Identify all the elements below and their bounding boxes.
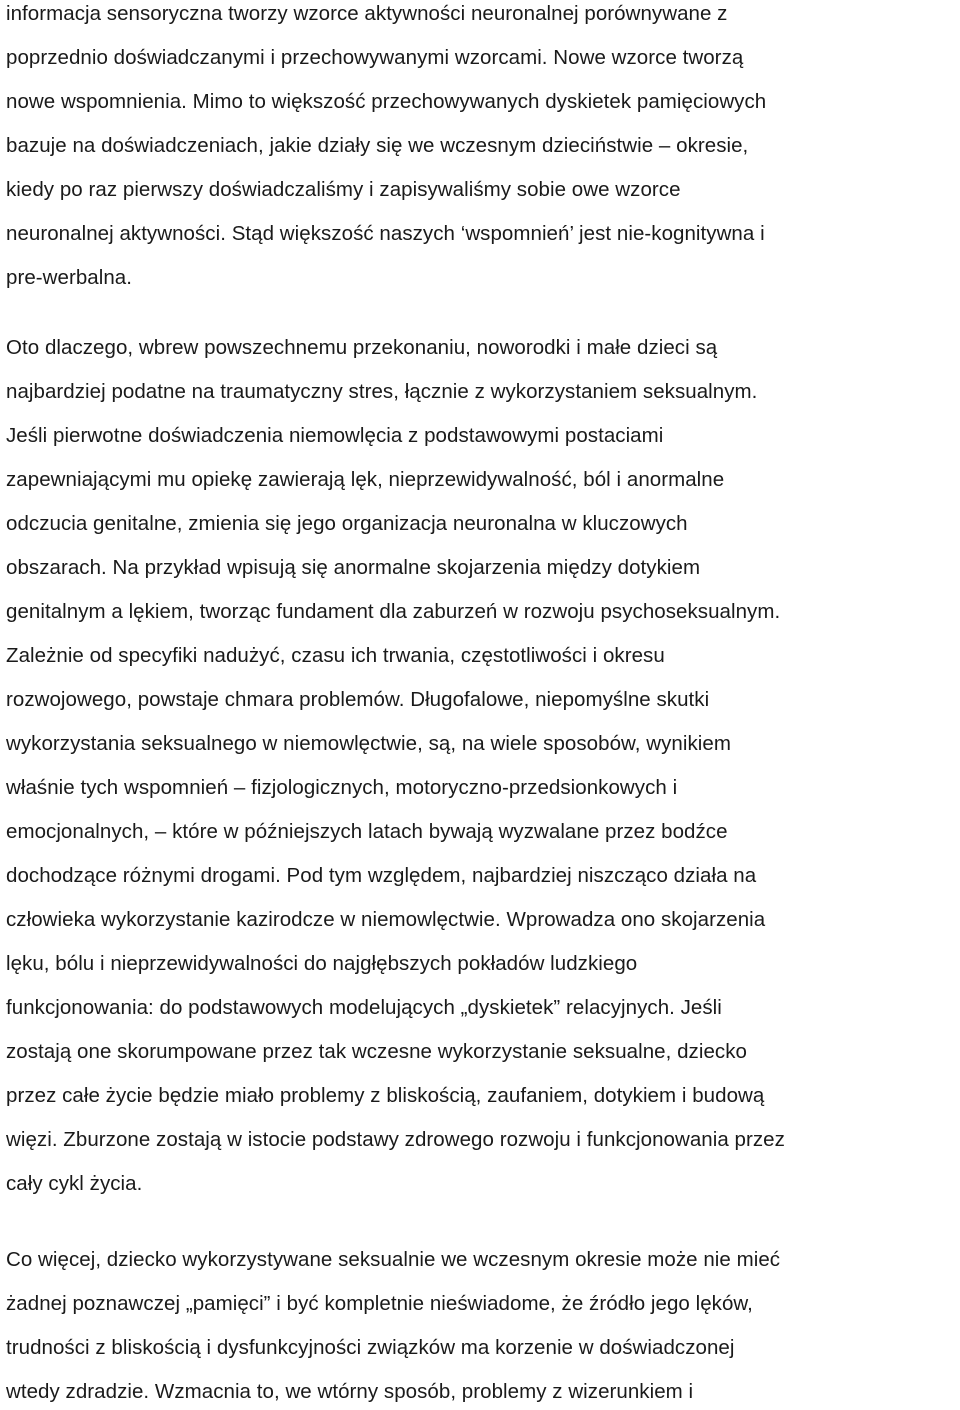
text-line: wykorzystania seksualnego w niemowlęctwie, są, na wiele sposobów, wynikiem bbox=[6, 732, 731, 755]
text-line: neuronalnej aktywności. Stąd większość naszych ‘wspomnień’ jest nie-kognitywna i bbox=[6, 222, 765, 245]
text-line: cały cykl życia. bbox=[6, 1172, 143, 1195]
text-line: żadnej poznawczej „pamięci” i być kompletnie nieświadome, że źródło jego lęków, bbox=[6, 1292, 753, 1315]
text-line: informacja sensoryczna tworzy wzorce aktywności neuronalnej porównywane z bbox=[6, 2, 728, 25]
text-line: więzi. Zburzone zostają w istocie podstawy zdrowego rozwoju i funkcjonowania przez bbox=[6, 1128, 785, 1151]
paragraph-2 bbox=[0, 326, 960, 1206]
text-line: przez całe życie będzie miało problemy z bliskością, zaufaniem, dotykiem i budową bbox=[6, 1084, 765, 1107]
text-line: trudności z bliskością i dysfunkcyjności związków ma korzenie w doświadczonej bbox=[6, 1336, 735, 1359]
text-line: dochodzące różnymi drogami. Pod tym względem, najbardziej niszcząco działa na bbox=[6, 864, 757, 887]
text-line: człowieka wykorzystanie kazirodcze w niemowlęctwie. Wprowadza ono skojarzenia bbox=[6, 908, 766, 931]
text-line: emocjonalnych, – które w późniejszych latach bywają wyzwalane przez bodźce bbox=[6, 820, 728, 843]
text-line: kiedy po raz pierwszy doświadczaliśmy i zapisywaliśmy sobie owe wzorce bbox=[6, 178, 681, 201]
text-line: wtedy zdradzie. Wzmacnia to, we wtórny sposób, problemy z wizerunkiem i bbox=[6, 1380, 694, 1403]
text-line: obszarach. Na przykład wpisują się anormalne skojarzenia między dotykiem bbox=[6, 556, 701, 579]
text-line: genitalnym a lękiem, tworząc fundament dla zaburzeń w rozwoju psychoseksualnym. bbox=[6, 600, 781, 623]
text-line: odczucia genitalne, zmienia się jego organizacja neuronalna w kluczowych bbox=[6, 512, 688, 535]
text-line: funkcjonowania: do podstawowych modelujących „dyskietek” relacyjnych. Jeśli bbox=[6, 996, 722, 1019]
text-line: Jeśli pierwotne doświadczenia niemowlęcia z podstawowymi postaciami bbox=[6, 424, 664, 447]
text-line: nowe wspomnienia. Mimo to większość przechowywanych dyskietek pamięciowych bbox=[6, 90, 767, 113]
text-line: zapewniającymi mu opiekę zawierają lęk, nieprzewidywalność, ból i anormalne bbox=[6, 468, 725, 491]
paragraph-1 bbox=[0, 0, 960, 300]
text-line: Zależnie od specyfiki nadużyć, czasu ich trwania, częstotliwości i okresu bbox=[6, 644, 665, 667]
text-line: właśnie tych wspomnień – fizjologicznych, motoryczno-przedsionkowych i bbox=[6, 776, 678, 799]
text-line: lęku, bólu i nieprzewidywalności do najgłębszych pokładów ludzkiego bbox=[6, 952, 638, 975]
text-line: Co więcej, dziecko wykorzystywane seksualnie we wczesnym okresie może nie mieć bbox=[6, 1248, 781, 1271]
text-line: pre-werbalna. bbox=[6, 266, 132, 289]
paragraph-3 bbox=[0, 1238, 960, 1410]
text-line: Oto dlaczego, wbrew powszechnemu przekonaniu, noworodki i małe dzieci są bbox=[6, 336, 718, 359]
text-line: poprzednio doświadczanymi i przechowywanymi wzorcami. Nowe wzorce tworzą bbox=[6, 46, 744, 69]
text-line: rozwojowego, powstaje chmara problemów. Długofalowe, niepomyślne skutki bbox=[6, 688, 710, 711]
text-line: najbardziej podatne na traumatyczny stres, łącznie z wykorzystaniem seksualnym. bbox=[6, 380, 758, 403]
text-line: zostają one skorumpowane przez tak wczesne wykorzystanie seksualne, dziecko bbox=[6, 1040, 747, 1063]
text-line: bazuje na doświadczeniach, jakie działy się we wczesnym dzieciństwie – okresie, bbox=[6, 134, 749, 157]
